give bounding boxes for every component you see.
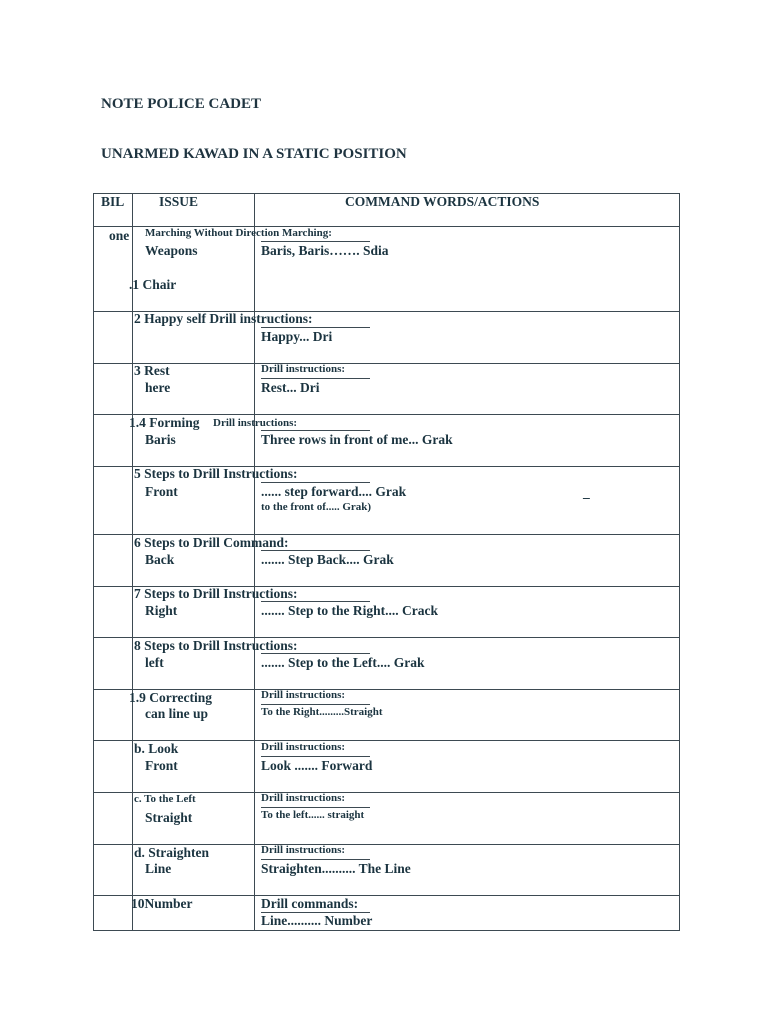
- row-13-command-line-2: Line.......... Number: [261, 913, 373, 928]
- row-6-issue-line-2: Back: [145, 552, 175, 567]
- row-13-issue-line-1: 10Number: [131, 896, 193, 911]
- row-7-issue-line-2: Right: [145, 603, 178, 618]
- row-3-command-line-2: Rest... Dri: [261, 380, 320, 395]
- row-1-issue-line-3: .1 Chair: [129, 277, 177, 292]
- row-11-command-line-1: Drill instructions:: [261, 792, 346, 804]
- row-4-issue-line-1: 1.4 Forming: [129, 415, 200, 430]
- row-5-extra-mark: _: [583, 485, 590, 500]
- row-9-issue-line-2: can line up: [145, 706, 209, 721]
- underline: [261, 327, 370, 328]
- row-8-issue-line-2: left: [145, 655, 164, 670]
- row-5-issue-line-1: 5 Steps to Drill Instructions:: [134, 466, 298, 481]
- row-divider: [93, 740, 680, 741]
- row-4-command-line-2: Three rows in front of me... Grak: [261, 432, 453, 447]
- row-9-command-line-1: Drill instructions:: [261, 689, 346, 701]
- row-1-issue-line-2: Weapons: [145, 243, 198, 258]
- row-1-command-line-1: Baris, Baris……. Sdia: [261, 243, 389, 258]
- header-issue: ISSUE: [159, 194, 199, 209]
- row-13-command-line-1: Drill commands:: [261, 896, 359, 911]
- underline: [261, 859, 370, 860]
- row-8-issue-line-1: 8 Steps to Drill Instructions:: [134, 638, 298, 653]
- row-5-command-line-1: ...... step forward.... Grak: [261, 484, 407, 499]
- table-border-right: [679, 193, 680, 931]
- underline: [261, 653, 370, 654]
- row-5-command-line-2: to the front of..... Grak): [261, 501, 372, 513]
- underline: [261, 756, 370, 757]
- drill-table: [93, 193, 680, 931]
- row-12-command-line-2: Straighten.......... The Line: [261, 861, 411, 876]
- page-title: NOTE POLICE CADET: [101, 96, 262, 112]
- row-7-issue-line-1: 7 Steps to Drill Instructions:: [134, 586, 298, 601]
- row-12-issue-line-1: d. Straighten: [134, 845, 210, 860]
- row-1-bil: one: [109, 228, 130, 243]
- table-border-left: [93, 193, 94, 931]
- table-border-bottom: [93, 930, 680, 931]
- underline: [261, 807, 370, 808]
- row-8-command-line-1: ....... Step to the Left.... Grak: [261, 655, 425, 670]
- header-bil: BIL: [101, 194, 125, 209]
- column-divider: [254, 193, 255, 931]
- underline: [261, 601, 370, 602]
- underline: [261, 378, 370, 379]
- underline: [261, 482, 370, 483]
- row-2-issue-line-1: 2 Happy self Drill instructions:: [134, 311, 313, 326]
- row-3-command-line-1: Drill instructions:: [261, 363, 346, 375]
- row-11-issue-line-2: Straight: [145, 810, 193, 825]
- underline: [261, 550, 370, 551]
- row-3-issue-line-2: here: [145, 380, 171, 395]
- row-10-command-line-2: Look ....... Forward: [261, 758, 373, 773]
- underline: [261, 704, 370, 705]
- row-12-command-line-1: Drill instructions:: [261, 844, 346, 856]
- row-11-command-line-2: To the left...... straight: [261, 809, 365, 821]
- row-7-command-line-1: ....... Step to the Right.... Crack: [261, 603, 438, 618]
- column-divider: [132, 193, 133, 931]
- row-6-command-line-1: ....... Step Back.... Grak: [261, 552, 394, 567]
- row-12-issue-line-2: Line: [145, 861, 172, 876]
- header-command: COMMAND WORDS/ACTIONS: [345, 194, 540, 209]
- row-10-command-line-1: Drill instructions:: [261, 741, 346, 753]
- row-3-issue-line-1: 3 Rest: [134, 363, 170, 378]
- row-9-command-line-2: To the Right.........Straight: [261, 706, 383, 718]
- row-9-issue-line-1: 1.9 Correcting: [129, 690, 212, 705]
- row-4-issue-line-2: Baris: [145, 432, 176, 447]
- page-subtitle: UNARMED KAWAD IN A STATIC POSITION: [101, 146, 407, 162]
- row-6-issue-line-1: 6 Steps to Drill Command:: [134, 535, 289, 550]
- row-10-issue-line-2: Front: [145, 758, 178, 773]
- underline: [261, 241, 370, 242]
- row-4-command-line-1: Drill instructions:: [213, 417, 298, 429]
- row-1-issue-line-1: Marching Without Direction Marching:: [145, 227, 332, 239]
- row-11-issue-line-1: c. To the Left: [134, 793, 196, 805]
- row-10-issue-line-1: b. Look: [134, 741, 179, 756]
- underline: [261, 430, 370, 431]
- row-divider: [93, 363, 680, 364]
- row-2-command-line-1: Happy... Dri: [261, 329, 333, 344]
- row-5-issue-line-2: Front: [145, 484, 178, 499]
